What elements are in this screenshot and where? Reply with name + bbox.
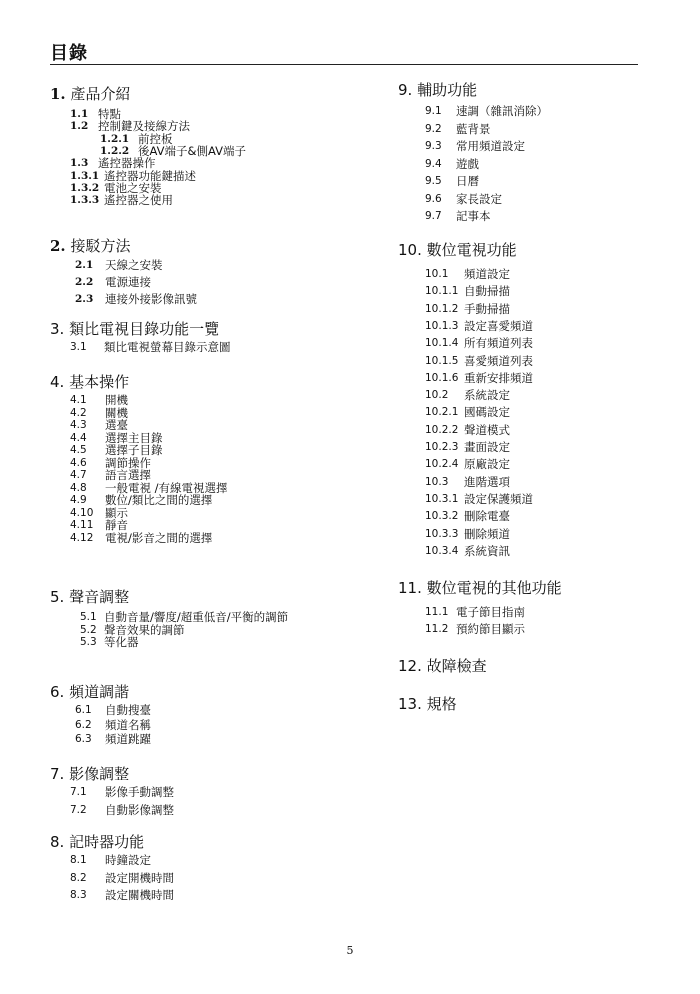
toc-entry[interactable] [50,887,370,904]
entry-title: 刪除頻道 [464,526,510,541]
toc-section [50,372,370,545]
entry-number: 8.2 [70,871,87,884]
entry-number: 10.3.1 [425,492,459,505]
toc-entry[interactable] [398,156,648,173]
section-title: 類比電視目錄功能一覽 [69,320,220,338]
entry-title: 遙控器之使用 [104,193,173,208]
entry-title: 影像手動調整 [105,785,174,799]
entry-title: 設定開機時間 [105,870,174,885]
entry-title: 連接外接影像訊號 [105,292,197,306]
entry-number: 10.1 [425,268,449,280]
entry-number: 4.5 [70,444,87,456]
entry-number: 9.3 [425,140,442,152]
entry-number: 4.9 [70,494,87,506]
entry-number: 1.3.1 [70,169,100,182]
entry-title: 聲音效果的調節 [104,622,185,637]
entry-number: 6.2 [75,718,92,731]
entry-title: 數位/類比之間的選擇 [105,493,213,507]
entry-title: 選擇主目錄 [105,430,163,445]
toc-entry[interactable] [50,530,370,547]
toc-entry[interactable] [398,173,648,190]
toc-section-heading[interactable] [50,587,370,607]
section-number: 1. [50,85,66,103]
entry-title: 頻道設定 [464,267,510,281]
entry-title: 自動搜臺 [105,703,151,717]
section-title: 輔助功能 [417,81,478,99]
entry-number: 7.1 [70,786,87,798]
section-number: 13. [398,695,422,713]
entry-title: 關機 [105,405,128,420]
entry-title: 遊戲 [456,156,479,171]
toc-entry[interactable] [398,266,648,283]
toc-section-heading[interactable] [398,656,648,676]
entry-title: 頻道跳躍 [105,732,151,746]
entry-title: 常用頻道設定 [456,139,525,153]
page-number: 5 [346,944,354,957]
entry-title: 聲道模式 [464,422,510,437]
toc-entry[interactable] [50,784,370,801]
toc-section-heading[interactable] [50,319,370,339]
entry-number: 10.2 [425,389,449,402]
entry-number: 4.2 [70,406,87,419]
entry-title: 刪除電臺 [464,509,510,524]
toc-entry[interactable] [398,318,648,335]
entry-number: 9.2 [425,122,442,135]
entry-title: 設定保護頻道 [464,491,533,506]
entry-number: 10.1.3 [425,319,459,332]
entry-number: 10.1.2 [425,302,459,315]
entry-title: 原廠設定 [464,457,510,472]
entry-number: 4.12 [70,531,94,544]
toc-section-heading[interactable] [50,764,370,784]
entry-number: 1.2.1 [100,132,130,145]
entry-number: 9.1 [425,105,442,117]
section-number: 6. [50,683,65,701]
section-number: 5. [50,588,65,606]
entry-number: 1.2.2 [100,144,130,157]
section-number: 3. [50,320,65,338]
toc-entry[interactable] [398,621,648,638]
entry-title: 畫面設定 [464,440,510,454]
entry-title: 選擇子目錄 [105,443,163,457]
entry-number: 4.10 [70,506,94,519]
section-title: 規格 [426,695,457,713]
section-title: 影像調整 [69,765,130,783]
section-title: 記時器功能 [69,833,145,851]
toc-section-heading[interactable] [398,240,648,260]
entry-title: 天線之安裝 [105,258,163,272]
entry-title: 設定關機時間 [105,888,174,902]
entry-title: 開機 [105,393,128,407]
section-number: 4. [50,373,65,391]
toc-entry[interactable] [398,121,648,138]
entry-number: 10.3.4 [425,544,459,557]
entry-title: 日曆 [456,174,479,188]
toc-entry[interactable] [398,604,648,621]
entry-number: 2.2 [75,276,94,288]
entry-number: 8.3 [70,889,87,901]
entry-title: 設定喜愛頻道 [464,318,533,333]
toc-section [50,832,370,902]
entry-title: 等化器 [104,635,139,649]
entry-number: 9.4 [425,157,442,170]
toc-section-heading[interactable] [50,84,370,104]
toc-entry[interactable] [398,208,648,225]
entry-title: 特點 [98,107,121,121]
toc-entry[interactable] [398,474,648,491]
entry-number: 5.3 [80,636,97,648]
entry-title: 顯示 [105,505,128,520]
entry-title: 後AV端子&側AV端子 [138,143,246,158]
toc-entry[interactable] [50,802,370,819]
toc-section [50,682,370,746]
section-title: 故障檢查 [426,657,487,675]
toc-entry[interactable] [50,257,370,274]
entry-number: 10.1.1 [425,285,459,298]
entry-title: 電源連接 [105,275,151,289]
entry-title: 喜愛頻道列表 [464,353,533,368]
entry-number: 10.1.5 [425,354,459,367]
toc-section-heading[interactable] [50,372,370,392]
entry-title: 重新安排頻道 [464,370,533,385]
toc-section-heading[interactable] [50,682,370,702]
toc-section-heading[interactable] [50,832,370,852]
entry-number: 10.2.2 [425,423,459,436]
entry-title: 電子節目指南 [456,605,525,619]
toc-entry[interactable] [50,192,370,209]
entry-title: 所有頻道列表 [464,336,533,351]
toc-entry[interactable] [398,491,648,508]
entry-title: 調節操作 [105,455,151,470]
entry-number: 11.1 [425,606,449,618]
toc-entry[interactable] [50,274,370,291]
toc-entry[interactable] [398,335,648,352]
entry-number: 8.1 [70,854,87,866]
entry-number: 10.1.6 [425,371,459,384]
toc-section [398,240,648,558]
entry-number: 3.1 [70,341,87,353]
entry-title: 控制鍵及接線方法 [98,119,190,134]
toc-entry[interactable] [398,191,648,208]
toc-section [398,80,648,223]
toc-entry[interactable] [398,508,648,525]
entry-number: 2.3 [75,293,94,305]
entry-number: 6.1 [75,704,92,716]
entry-number: 4.3 [70,419,87,431]
entry-number: 4.8 [70,481,87,494]
entry-number: 1.3.3 [70,194,100,207]
section-number: 11. [398,579,422,597]
toc-section [50,587,370,649]
section-title: 數位電視的其他功能 [426,579,562,597]
toc-section [398,578,648,636]
entry-title: 自動掃描 [464,284,510,299]
toc-entry[interactable] [50,731,370,748]
toc-section [50,319,370,354]
toc-section-heading[interactable] [50,236,370,256]
entry-title: 自動影像調整 [105,803,174,817]
section-number: 12. [398,657,422,675]
entry-number: 4.6 [70,456,87,469]
entry-number: 9.7 [425,210,442,222]
entry-number: 1.1 [70,108,89,120]
entry-title: 前控板 [138,131,173,146]
entry-title: 一般電視 /有線電視選擇 [105,480,228,495]
entry-title: 遙控器操作 [98,156,156,171]
toc-entry[interactable] [50,339,370,356]
toc-section [50,236,370,306]
entry-title: 國碼設定 [464,405,510,420]
title-underline [50,64,638,65]
toc-entry[interactable] [398,103,648,120]
toc-entry[interactable] [398,422,648,439]
section-title: 聲音調整 [69,588,130,606]
section-number: 7. [50,765,65,783]
entry-title: 記事本 [456,209,491,223]
entry-title: 頻道名稱 [105,717,151,732]
entry-title: 進階選項 [464,474,510,489]
entry-number: 4.11 [70,519,94,531]
entry-title: 速調（雜訊消除） [456,104,548,118]
entry-number: 5.1 [80,611,97,623]
entry-title: 手動掃描 [464,301,510,316]
entry-number: 2.1 [75,259,94,271]
section-title: 基本操作 [69,373,130,391]
entry-title: 語言選擇 [105,468,151,482]
entry-number: 10.3 [425,475,449,488]
section-number: 8. [50,833,65,851]
section-title: 產品介紹 [70,85,131,103]
toc-entry[interactable] [398,404,648,421]
section-title: 數位電視功能 [426,241,517,259]
section-number: 9. [398,81,413,99]
entry-number: 10.2.3 [425,441,459,453]
entry-number: 10.3.3 [425,527,459,540]
page-title: 目錄 [50,43,88,64]
section-title: 接駁方法 [70,237,131,255]
toc-section-heading[interactable] [398,578,648,598]
toc-entry[interactable] [398,526,648,543]
toc-entry[interactable] [50,291,370,308]
section-title: 頻道調諧 [69,683,130,701]
entry-title: 系統資訊 [464,543,510,558]
toc-section [398,656,648,676]
entry-title: 自動音量/響度/超重低音/平衡的調節 [104,610,289,624]
entry-title: 家長設定 [456,191,502,206]
toc-entry[interactable] [398,387,648,404]
toc-entry[interactable] [398,353,648,370]
entry-number: 11.2 [425,623,449,635]
entry-number: 1.3.2 [70,181,100,194]
toc-entry[interactable] [50,634,370,651]
entry-title: 系統設定 [464,388,510,403]
entry-number: 5.2 [80,623,97,636]
entry-number: 10.3.2 [425,510,459,523]
toc-entry[interactable] [398,543,648,560]
entry-number: 6.3 [75,733,92,745]
entry-number: 9.5 [425,175,442,187]
entry-number: 10.2.4 [425,458,459,471]
entry-title: 電池之安裝 [104,180,162,195]
section-number: 2. [50,237,66,255]
toc-entry[interactable] [398,456,648,473]
entry-title: 靜音 [105,518,128,532]
entry-number: 1.3 [70,157,89,170]
toc-entry[interactable] [398,439,648,456]
entry-number: 1.2 [70,120,89,133]
entry-number: 4.7 [70,469,87,481]
toc-section-heading[interactable] [398,80,648,100]
toc-entry[interactable] [398,283,648,300]
toc-entry[interactable] [50,852,370,869]
toc-section [50,84,370,208]
entry-number: 9.6 [425,192,442,205]
entry-title: 類比電視螢幕目錄示意圖 [104,340,231,354]
entry-title: 時鐘設定 [105,853,151,867]
entry-title: 遙控器功能鍵描述 [104,168,196,183]
toc-section [398,694,648,714]
entry-title: 預約節目顯示 [456,622,525,636]
toc-entry[interactable] [398,138,648,155]
entry-number: 10.1.4 [425,337,459,350]
toc-section [50,764,370,817]
section-number: 10. [398,241,422,259]
entry-number: 4.1 [70,394,87,406]
entry-title: 選臺 [105,418,128,432]
entry-number: 10.2.1 [425,406,459,419]
toc-entry[interactable] [398,301,648,318]
toc-section-heading[interactable] [398,694,648,714]
entry-number: 7.2 [70,804,87,816]
toc-entry[interactable] [50,870,370,887]
entry-number: 4.4 [70,431,87,444]
entry-title: 電視/影音之間的選擇 [105,530,213,545]
toc-entry[interactable] [398,370,648,387]
entry-title: 藍背景 [456,121,491,136]
